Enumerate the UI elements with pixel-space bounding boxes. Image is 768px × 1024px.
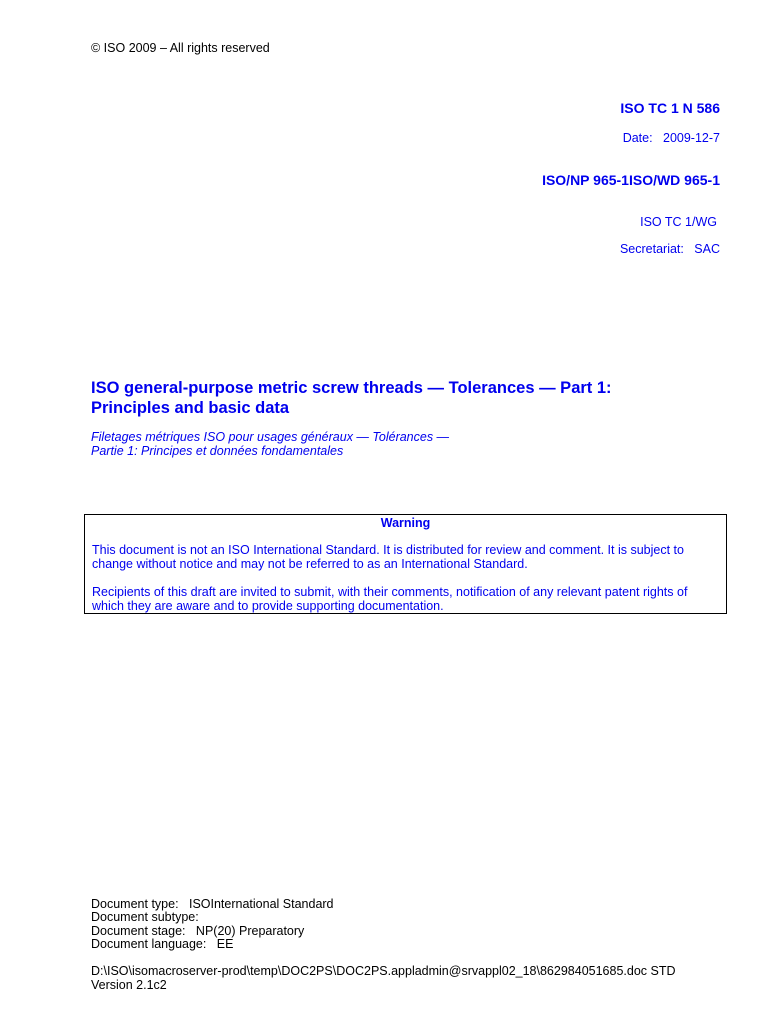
file-info [91,964,676,992]
french-title-line1: Filetages métriques ISO pour usages généraux — Tolérances — [91,430,450,444]
date-label: Date: [622,131,653,145]
english-title-line2: Principles and basic data [91,399,290,417]
secretariat-line [620,242,720,256]
document-metadata [91,898,334,951]
document-stage-label: Document stage: [91,923,186,938]
warning-paragraph-1: This document is not an ISO International Standard. It is distributed for review and comment. It is subject to change without notice and may not be referred to as an International Standard. [92,543,684,571]
committee: ISO TC 1/WG [640,215,717,229]
secretariat-label: Secretariat: [619,242,684,256]
document-type-value: ISOInternational Standard [188,897,334,911]
english-title [91,378,711,418]
document-type-line [91,898,334,911]
document-language-label: Document language: [91,936,207,951]
document-number: ISO/NP 965-1ISO/WD 965-1 [542,172,720,188]
secretariat-value: SAC [694,242,720,256]
english-title-line1: ISO general-purpose metric screw threads — Tolerances — Part 1: [91,379,612,397]
french-title-line2: Partie 1: Principes et données fondamentales [91,444,344,458]
document-type-label: Document type: [91,897,179,911]
document-subtype-label: Document subtype: [91,910,199,925]
copyright-notice: © ISO 2009 – All rights reserved [91,41,270,55]
warning-heading: Warning [380,516,431,530]
version: Version 2.1c2 [91,978,167,992]
reference-number: ISO TC 1 N 586 [620,100,720,116]
document-language-line [91,938,334,951]
document-language-value: EE [216,936,234,951]
warning-box [84,514,727,614]
document-subtype-line [91,911,334,924]
warning-paragraph-2: Recipients of this draft are invited to submit, with their comments, notification of any relevant patent rights of which they are aware and to provide supporting documentation. [92,585,688,613]
file-path: D:\ISO\isomacroserver-prod\temp\DOC2PS\DOC2PS.appladmin@srvappl02_18\862984051685.doc STD [91,964,676,978]
document-stage-line [91,925,334,938]
date-line [623,131,720,145]
date-value: 2009-12-7 [663,131,720,145]
french-title [91,430,711,458]
document-stage-value: NP(20) Preparatory [195,923,305,938]
